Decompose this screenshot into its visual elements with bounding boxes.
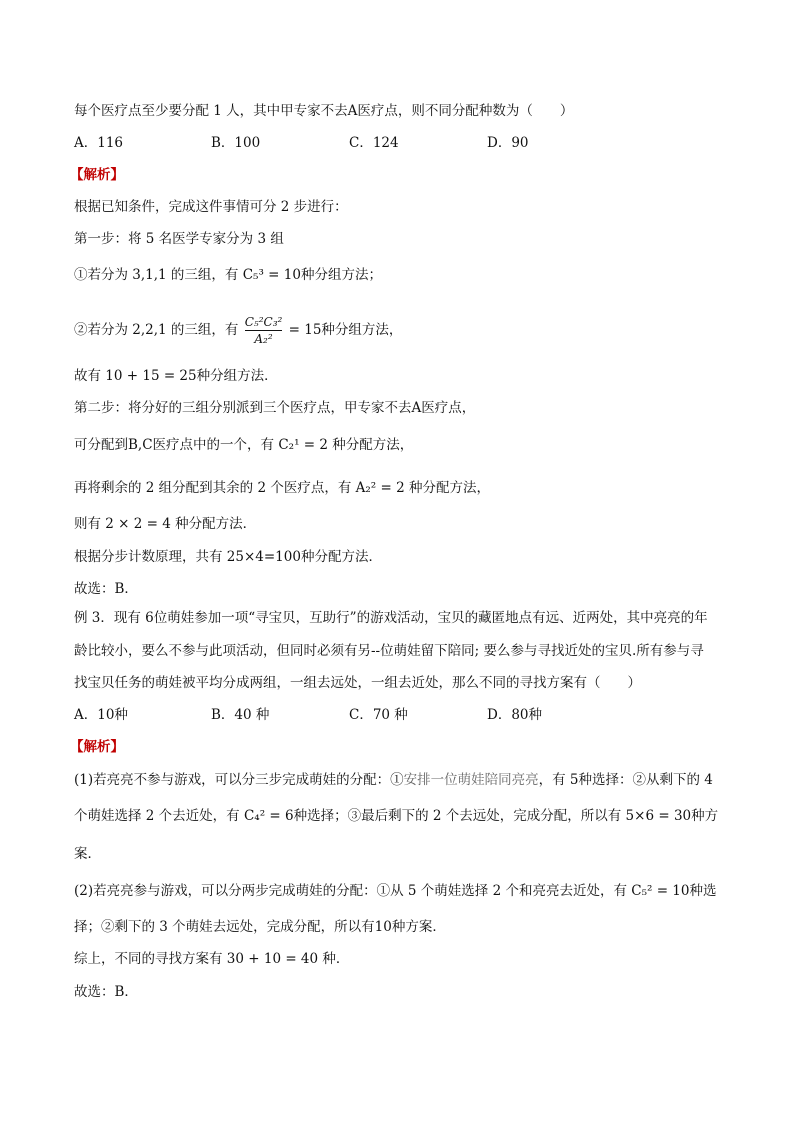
solution2-gray-text: 安排一位萌娃陪同亮亮 [403, 772, 539, 788]
solution1-line: 第一步：将 5 名医学专家分为 3 组 [74, 231, 284, 247]
solution-heading-1: 【解析】 [70, 167, 124, 183]
option-a: A．10种 [74, 707, 128, 723]
solution2-line: (2)若亮亮参与游戏，可以分两步完成萌娃的分配：①从 5 个萌娃选择 2 个和亮亮去近处，有 C₅² = 10种选 [74, 883, 717, 899]
solution2-line: 故选：B． [74, 984, 138, 1000]
solution2-text: ，有 5种选择：②从剩下的 4 [538, 772, 713, 788]
solution2-line: 个萌娃选择 2 个去近处，有 C₄² = 6种选择；③最后剩下的 2 个去远处，完成分配，所以有 5×6 = 30种方 [74, 808, 719, 824]
fraction [245, 315, 283, 346]
solution2-line [74, 771, 734, 789]
solution1-line: 根据分步计数原理，共有 25×4=100种分配方法． [74, 549, 382, 565]
option-c: C．70 种 [349, 707, 408, 723]
option-b: B．40 种 [211, 707, 270, 723]
solution1-line: 可分配到B,C医疗点中的一个，有 C₂¹ = 2 种分配方法， [74, 437, 414, 453]
option-a: A．116 [74, 135, 124, 151]
example3-line: 例 3．现有 6位萌娃参加一项“寻宝贝，互助行”的游戏活动，宝贝的藏匿地点有远、近两处，其中亮亮的年 [74, 610, 708, 626]
option-b: B．100 [211, 135, 261, 151]
solution-heading-2: 【解析】 [70, 739, 124, 755]
fraction-line-prefix: ②若分为 2,2,1 的三组，有 [74, 322, 239, 338]
solution1-line: 故选：B． [74, 581, 138, 597]
solution1-fraction-line [74, 310, 734, 354]
solution2-line: 综上，不同的寻找方案有 30 + 10 = 40 种． [74, 951, 350, 967]
solution1-line: ①若分为 3,1,1 的三组，有 C₅³ = 10种分组方法； [74, 267, 382, 283]
solution1-line: 则有 2 × 2 = 4 种分配方法． [74, 516, 257, 532]
solution2-text: (1)若亮亮不参与游戏，可以分三步完成萌娃的分配：① [74, 772, 404, 788]
fraction-bar [245, 330, 283, 331]
fraction-line-suffix: = 15种分组方法， [288, 322, 403, 338]
option-d: D．80种 [487, 707, 543, 723]
fraction-denominator: A₂² [254, 332, 273, 346]
solution1-line: 第二步：将分好的三组分别派到三个医疗点，甲专家不去A医疗点， [74, 400, 476, 416]
solution1-line: 根据已知条件，完成这件事情可分 2 步进行： [74, 199, 348, 215]
fraction-numerator: C₅²C₃² [244, 315, 283, 329]
option-c: C．124 [349, 135, 399, 151]
solution2-line: 案． [74, 846, 101, 862]
solution1-line: 故有 10 + 15 = 25种分组方法． [74, 368, 278, 384]
question-intro: 每个医疗点至少要分配 1 人，其中甲专家不去A医疗点，则不同分配种数为（ ） [74, 103, 574, 119]
solution2-line: 择；②剩下的 3 个萌娃去远处，完成分配，所以有10种方案． [74, 919, 446, 935]
option-d: D．90 [487, 135, 529, 151]
solution1-line: 再将剩余的 2 组分配到其余的 2 个医疗点，有 A₂² = 2 种分配方法， [74, 480, 490, 496]
example3-line: 找宝贝任务的萌娃被平均分成两组，一组去远处，一组去近处，那么不同的寻找方案有（ ） [74, 675, 641, 691]
example3-line: 龄比较小，要么不参与此项活动，但同时必须有另--位萌娃留下陪同; 要么参与寻找近处的宝贝.所有参与寻 [74, 643, 704, 659]
